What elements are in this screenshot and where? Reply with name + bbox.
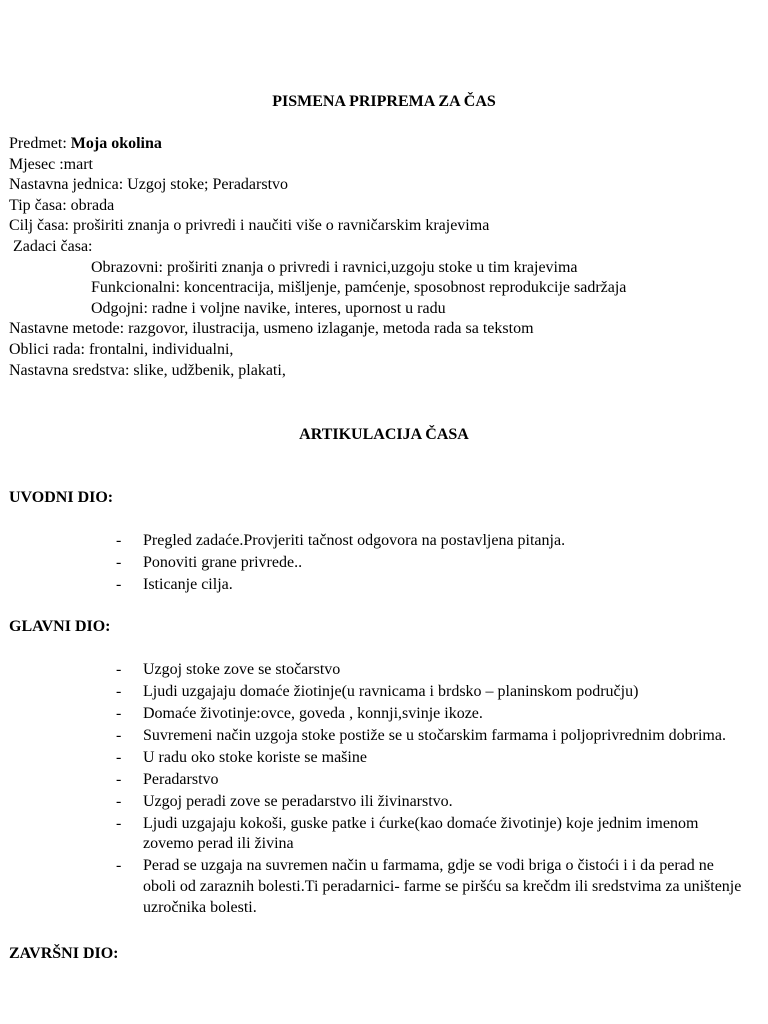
meta-nastavna-jedinica: Nastavna jednica: Uzgoj stoke; Peradarstvo: [9, 176, 289, 194]
list-item: [116, 726, 746, 747]
bullet-dash: -: [116, 814, 122, 832]
list-item-text: Isticanje cilja.: [143, 575, 233, 593]
meta-funkcionalni: Funkcionalni: koncentracija, mišljenje, pamćenje, sposobnost reprodukcije sadržaja: [91, 279, 627, 297]
meta-zadaci-casa: Zadaci časa:: [13, 237, 93, 255]
section-heading-zavrsni: ZAVRŠNI DIO:: [9, 945, 119, 962]
list-item-text: Peradarstvo: [143, 770, 219, 788]
list-item-text: Perad se uzgaja na suvremen način u farmama, gdje se vodi briga o čistoći i i da perad ne oboli od zaraznih bolesti.Ti peradarnici- farme se piršću sa krečdm ili sredstvima za uništenje uzročnika bolesti.: [143, 857, 742, 916]
bullet-dash: -: [116, 661, 122, 678]
list-item-text: Uzgoj stoke zove se stočarstvo: [143, 661, 341, 678]
document-title: PISMENA PRIPREMA ZA ČAS: [272, 93, 496, 110]
bullet-dash: -: [116, 748, 122, 766]
bullet-dash: -: [116, 553, 122, 571]
articulation-title: ARTIKULACIJA ČASA: [299, 426, 469, 443]
glavni-list: [116, 660, 746, 920]
meta-predmet-value: Moja okolina: [70, 135, 162, 152]
list-item: [116, 575, 746, 596]
bullet-dash: -: [116, 792, 122, 810]
list-item-text: Ljudi uzgajaju kokoši, guske patke i ćurke(kao domaće životinje) koje jednim imenom zovemo perad ili živina: [143, 814, 699, 853]
section-heading-glavni: GLAVNI DIO:: [9, 618, 111, 635]
meta-nastavne-metode: Nastavne metode: razgovor, ilustracija, usmeno izlaganje, metoda rada sa tekstom: [9, 320, 534, 338]
list-item: [116, 792, 746, 813]
list-item: [116, 531, 746, 552]
meta-odgojni: Odgojni: radne i voljne navike, interes, upornost u radu: [91, 299, 446, 317]
list-item: [116, 814, 746, 855]
list-item-text: U radu oko stoke koriste se mašine: [143, 748, 367, 766]
list-item-text: Suvremeni način uzgoja stoke postiže se u stočarskim farmama i poljoprivrednim dobrima.: [143, 726, 726, 744]
list-item: [116, 704, 746, 725]
list-item-text: Pregled zadaće.Provjeriti tačnost odgovora na postavljena pitanja.: [143, 532, 566, 549]
bullet-dash: -: [116, 682, 122, 700]
bullet-dash: -: [116, 575, 122, 593]
list-item: [116, 748, 746, 769]
bullet-dash: -: [116, 857, 122, 875]
lesson-metadata: [9, 134, 749, 381]
meta-nastavna-sredstva: Nastavna sredstva: slike, udžbenik, plakati,: [9, 361, 286, 379]
list-item: [116, 856, 746, 918]
list-item: [116, 553, 746, 574]
bullet-dash: -: [116, 704, 122, 722]
bullet-dash: -: [116, 726, 122, 744]
bullet-dash: -: [116, 770, 122, 788]
list-item: [116, 682, 746, 703]
meta-predmet: [9, 134, 749, 155]
meta-oblici-rada: Oblici rada: frontalni, individualni,: [9, 340, 234, 358]
list-item: [116, 770, 746, 791]
list-item-text: Domaće životinje:ovce, goveda , konnji,svinje ikoze.: [143, 704, 483, 722]
list-item: [116, 660, 746, 681]
meta-predmet-label: Predmet:: [9, 135, 71, 152]
bullet-dash: -: [116, 532, 122, 549]
list-item-text: Uzgoj peradi zove se peradarstvo ili živinarstvo.: [143, 792, 453, 810]
list-item-text: Ponoviti grane privrede..: [143, 553, 303, 571]
section-heading-uvodni: UVODNI DIO:: [9, 489, 114, 506]
meta-cilj-casa: Cilj časa: proširiti znanja o privredi i naučiti više o ravničarskim krajevima: [9, 217, 490, 235]
meta-tip-casa: Tip časa: obrada: [9, 196, 115, 214]
uvodni-list: [116, 531, 746, 597]
meta-obrazovni: Obrazovni: proširiti znanja o privredi i ravnici,uzgoju stoke u tim krajevima: [91, 258, 578, 276]
meta-mjesec: Mjesec :mart: [9, 155, 93, 173]
list-item-text: Ljudi uzgajaju domaće žiotinje(u ravnicama i brdsko – planinskom području): [143, 682, 639, 700]
